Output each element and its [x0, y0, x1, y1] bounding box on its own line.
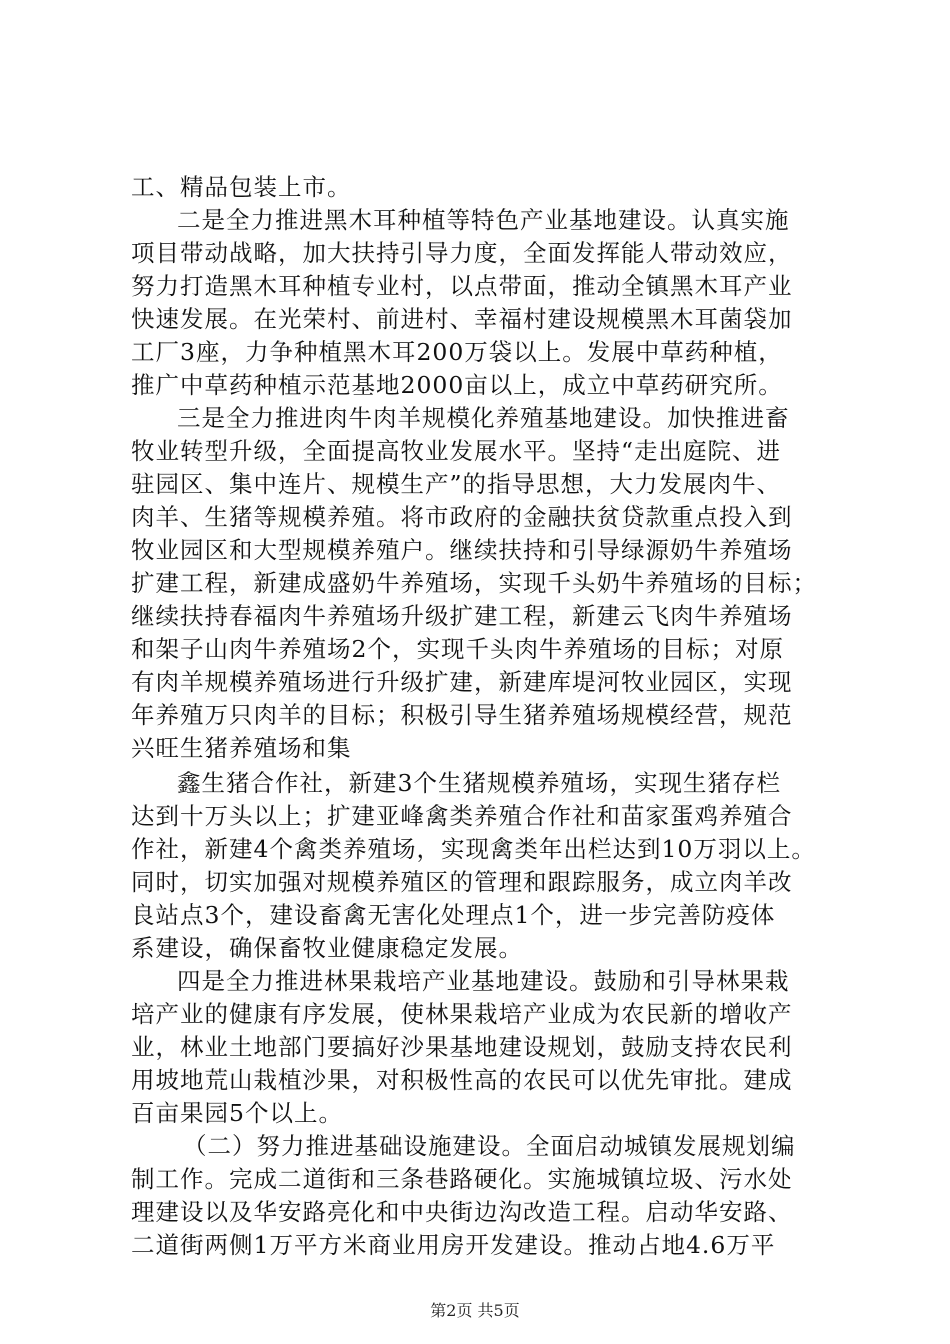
text-line: 兴旺生猪养殖场和集 — [131, 734, 352, 762]
text-line: 有肉羊规模养殖场进行升级扩建，新建库堤河牧业园区，实现 — [131, 668, 793, 696]
text-line: 理建设以及华安路亮化和中央街边沟改造工程。启动华安路、 — [131, 1198, 793, 1226]
text-line: 驻园区、集中连片、规模生产”的指导思想，大力发展肉牛、 — [131, 470, 782, 498]
page-number-footer: 第2页 共5页 — [430, 1301, 520, 1320]
paragraph-start-line: 二是全力推进黑木耳种植等特色产业基地建设。认真实施 — [177, 206, 790, 234]
text-line: 业，林业土地部门要搞好沙果基地建设规划，鼓励支持农民利 — [131, 1033, 793, 1061]
text-line: 继续扶持春福肉牛养殖场升级扩建工程，新建云飞肉牛养殖场 — [131, 602, 793, 630]
text-line: 扩建工程，新建成盛奶牛养殖场，实现千头奶牛养殖场的目标； — [131, 569, 817, 597]
text-line: 推广中草药种植示范基地2000亩以上，成立中草药研究所。 — [131, 371, 783, 399]
text-line: 良站点3个，建设畜禽无害化处理点1个，进一步完善防疫体 — [131, 901, 776, 929]
text-line: 培产业的健康有序发展，使林果栽培产业成为农民新的增收产 — [131, 1000, 793, 1028]
text-line: 工、精品包装上市。 — [131, 173, 352, 201]
text-line: 百亩果园5个以上。 — [131, 1099, 343, 1127]
text-line: 项目带动战略，加大扶持引导力度，全面发挥能人带动效应， — [131, 239, 793, 267]
text-line: 努力打造黑木耳种植专业村，以点带面，推动全镇黑木耳产业 — [131, 272, 793, 300]
text-line: 和架子山肉牛养殖场2个，实现千头肉牛养殖场的目标；对原 — [131, 635, 784, 663]
text-line: 年养殖万只肉羊的目标；积极引导生猪养殖场规模经营，规范 — [131, 701, 793, 729]
paragraph-start-line: （二）努力推进基础设施建设。全面启动城镇发展规划编 — [183, 1132, 796, 1160]
paragraph-start-line: 三是全力推进肉牛肉羊规模化养殖基地建设。加快推进畜 — [177, 404, 790, 432]
paragraph-start-line: 四是全力推进林果栽培产业基地建设。鼓励和引导林果栽 — [177, 967, 790, 995]
text-line: 作社，新建4个禽类养殖场，实现禽类年出栏达到10万羽以上。 — [131, 835, 816, 863]
text-line: 工厂3座，力争种植黑木耳200万袋以上。发展中草药种植， — [131, 338, 783, 366]
text-line: 肉羊、生猪等规模养殖。将市政府的金融扶贫贷款重点投入到 — [131, 503, 793, 531]
text-line: 系建设，确保畜牧业健康稳定发展。 — [131, 934, 523, 962]
text-line: 制工作。完成二道街和三条巷路硬化。实施城镇垃圾、污水处 — [131, 1165, 793, 1193]
text-line: 快速发展。在光荣村、前进村、幸福村建设规模黑木耳菌袋加 — [131, 305, 793, 333]
text-line: 二道街两侧1万平方米商业用房开发建设。推动占地4.6万平 — [131, 1231, 776, 1259]
text-line: 牧业转型升级，全面提高牧业发展水平。坚持“走出庭院、进 — [131, 437, 782, 465]
text-line: 用坡地荒山栽植沙果，对积极性高的农民可以优先审批。建成 — [131, 1066, 793, 1094]
text-line: 牧业园区和大型规模养殖户。继续扶持和引导绿源奶牛养殖场 — [131, 536, 793, 564]
text-line: 达到十万头以上；扩建亚峰禽类养殖合作社和苗家蛋鸡养殖合 — [131, 802, 793, 830]
text-line: 同时，切实加强对规模养殖区的管理和跟踪服务，成立肉羊改 — [131, 868, 793, 896]
paragraph-start-line: 鑫生猪合作社，新建3个生猪规模养殖场，实现生猪存栏 — [177, 769, 781, 797]
